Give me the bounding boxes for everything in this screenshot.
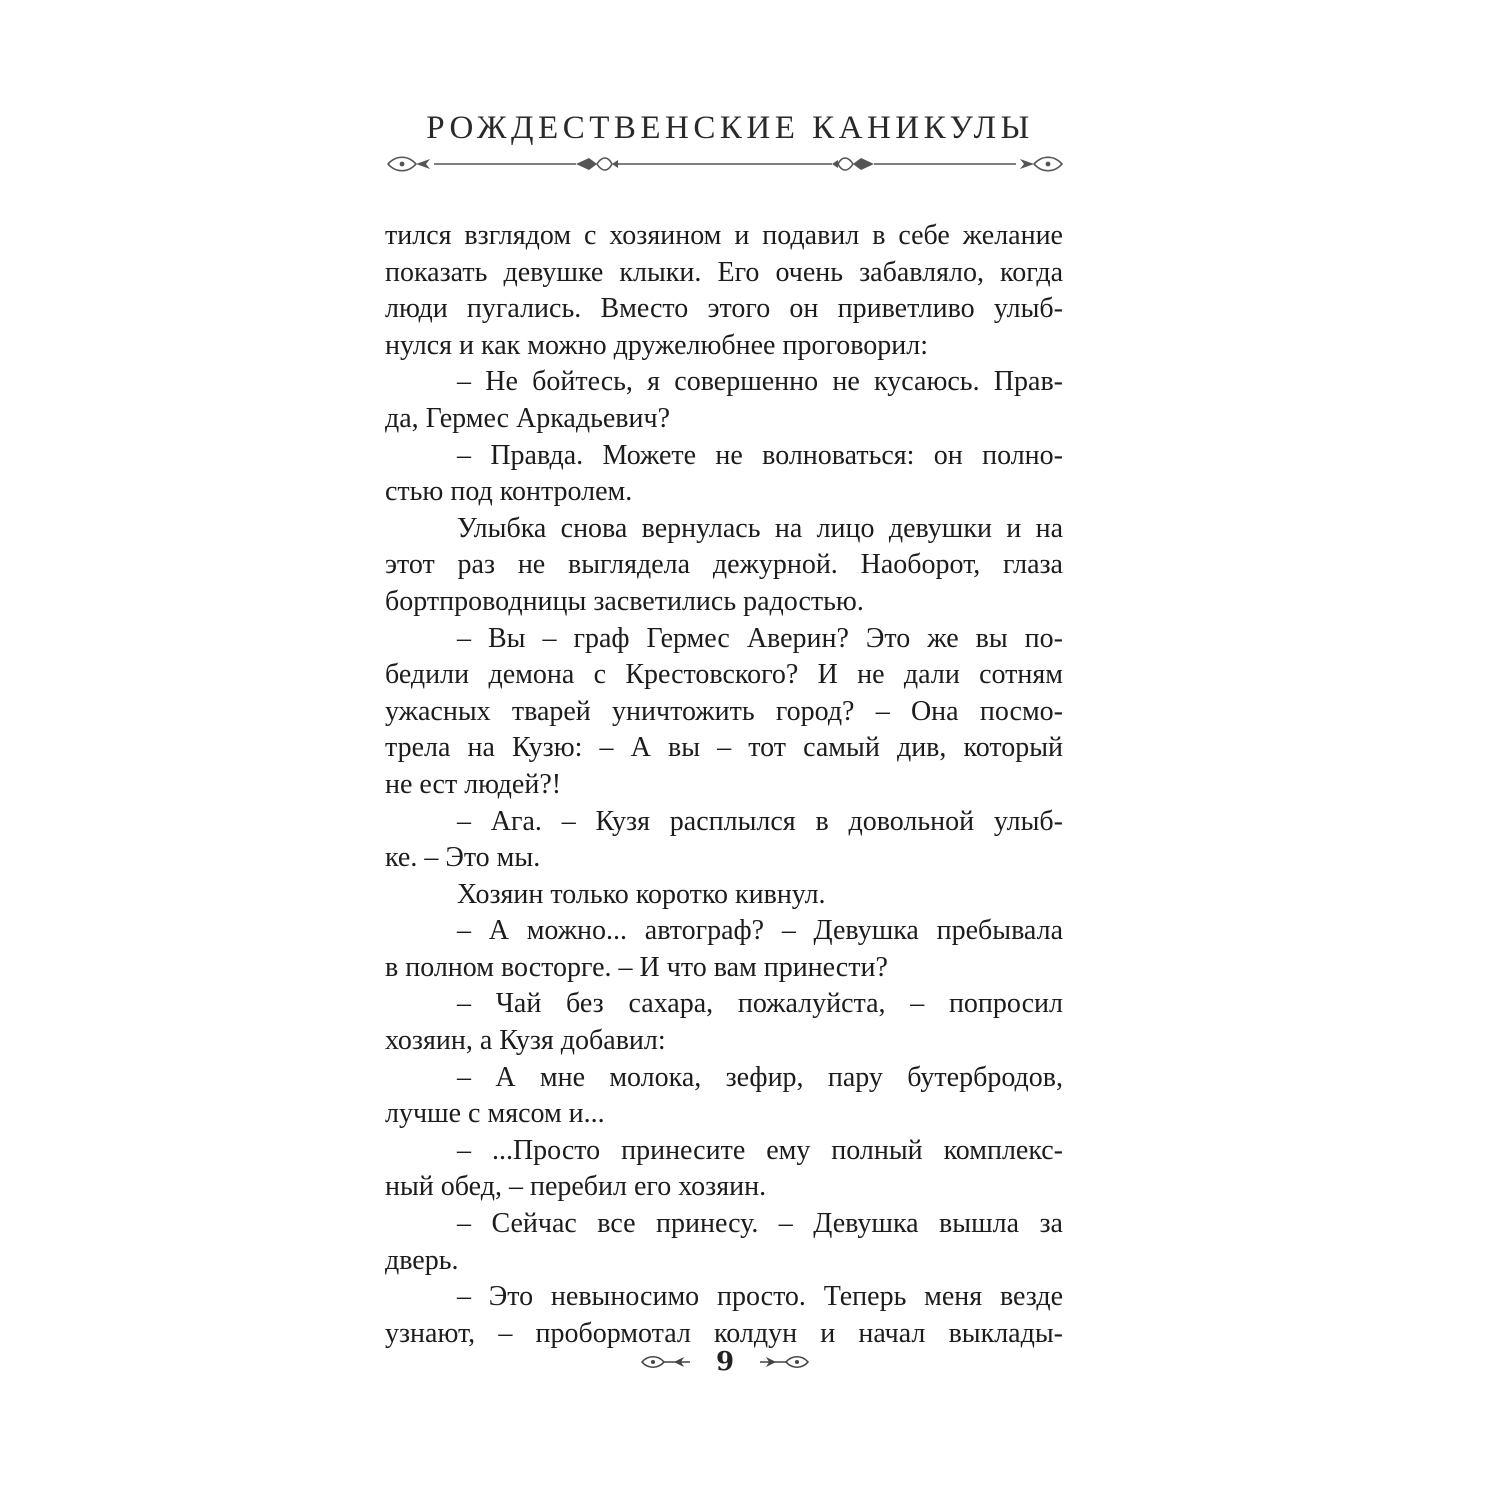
text-line: бедили демона с Крестовского? И не дали сотням — [385, 659, 1063, 691]
text-line: Улыбка снова вернулась на лицо девушки и на — [457, 512, 1063, 544]
text-line: Хозяин только коротко кивнул. — [457, 878, 826, 910]
header-ornament-rule — [386, 152, 1064, 176]
text-line: ке. – Это мы. — [385, 842, 541, 874]
text-line: узнают, – пробормотал колдун и начал выклады- — [385, 1317, 1063, 1349]
text-line: – Это невыносимо просто. Теперь меня везде — [457, 1281, 1063, 1313]
folio-ornament-right — [754, 1352, 810, 1372]
text-line: – Вы – граф Гермес Аверин? Это же вы по- — [457, 622, 1063, 654]
text-line: ный обед, – перебил его хозяин. — [385, 1171, 767, 1203]
text-line: – А можно... автограф? – Девушка пребывала — [457, 915, 1063, 947]
page-number: 9 — [715, 1347, 735, 1377]
text-line: – Правда. Можете не волноваться: он полно- — [457, 439, 1063, 471]
text-line: ужасных тварей уничтожить город? – Она посмо- — [385, 695, 1063, 727]
text-line: – Не бойтесь, я совершенно не кусаюсь. Прав- — [457, 366, 1063, 398]
text-line: – Ага. – Кузя расплылся в довольной улыб- — [457, 805, 1063, 837]
text-line: не ест людей?! — [385, 768, 562, 800]
text-line: нулся и как можно дружелюбнее проговорил: — [385, 329, 929, 361]
page-number-block — [640, 1346, 810, 1378]
text-line: стью под контролем. — [385, 476, 633, 508]
text-line: бортпроводницы засветились радостью. — [385, 585, 864, 617]
text-line: трела на Кузю: – А вы – тот самый див, который — [385, 732, 1063, 764]
text-line: люди пугались. Вместо этого он приветливо улыб- — [385, 293, 1063, 325]
text-line: – Сейчас все принесу. – Девушка вышла за — [457, 1208, 1063, 1240]
text-line: этот раз не выглядела дежурной. Наоборот, глаза — [385, 549, 1063, 581]
text-line: показать девушке клыки. Его очень забавляло, когда — [385, 256, 1063, 288]
text-line: – Чай без сахара, пожалуйста, – попросил — [457, 988, 1063, 1020]
text-line: хозяин, а Кузя добавил: — [385, 1025, 666, 1057]
text-line: дверь. — [385, 1244, 459, 1276]
text-line: в полном восторге. – И что вам принести? — [385, 951, 888, 983]
running-head-title: РОЖДЕСТВЕНСКИЕ КАНИКУЛЫ — [426, 110, 1034, 146]
text-line: тился взглядом с хозяином и подавил в себе желание — [385, 220, 1063, 251]
text-line: да, Гермес Аркадьевич? — [385, 402, 670, 434]
text-line: – ...Просто принесите ему полный комплекс- — [457, 1134, 1063, 1166]
body-text — [385, 218, 1063, 1352]
text-line: – А мне молока, зефир, пару бутербродов, — [457, 1061, 1063, 1093]
text-line: лучше с мясом и... — [385, 1098, 605, 1130]
